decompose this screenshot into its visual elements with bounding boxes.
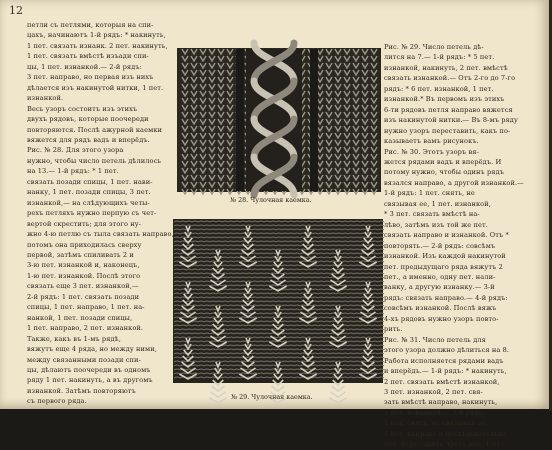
text-line: вяжется для рядъ вадъ и вперёдъ. [27,135,150,144]
figure-29-caption: № 29. Чулочная каемка. [231,393,313,401]
text-line: этого узора должно дѣлиться на 8. [384,346,510,355]
text-line: рядъ: связать направо.— 4-й рядъ: [384,293,508,302]
text-line: Рис. № 29. Число петель дѣ- [384,43,484,51]
figure-28-caption: № 28. Чулочная каемка. [230,196,312,204]
text-line: 4-хъ рядовъ нужно узоръ повто- [384,314,499,323]
text-line: между связанными позади спи- [27,355,141,364]
text-line: съ первого ряда. [27,397,87,406]
text-line: связать изнанкой.— Отъ 2-го до 7-го [384,74,516,83]
text-line: повторять.— 2-й рядъ: совсѣмъ [384,241,496,250]
text-line: двухъ рядовъ, которые поочереди [27,115,149,124]
cable-knit-pattern-image [178,49,380,191]
text-line: пет., а именно, одну пет. нали- [384,272,496,281]
text-line: * 3 пет. связать вмѣстѣ на- [384,210,480,219]
text-line: 3 пет. направо, но первая изъ нихъ [27,73,154,82]
text-line: потому нужно, чтобы одинъ рядъ [384,168,505,177]
text-line: цы, дѣлаютъ поочереди въ одномъ [27,365,151,374]
text-line: пет. предыдущаго ряда вяжутъ 2 [384,262,503,271]
text-line: петли съ петлями, которыя на спи- [27,21,154,29]
text-line: вязался направо, а другой изнанкой.— [384,178,524,187]
text-line: ванку, а другую изнанку.— 3-й [384,283,495,292]
text-line: Рис. № 28. Для этого узора [27,146,124,155]
text-line: Также, какъ въ 1-мъ рядѣ, [27,334,121,343]
text-line: изнанкой. Изъ каждой накинутой [384,252,506,261]
text-line: связать направо и изнанкой. Отъ * [384,231,509,240]
text-line: цахъ, начинаютъ 1-й рядъ: * накинуть, [27,31,166,40]
figure-28-knit-sample [177,48,381,192]
text-line: изнанкой. [27,94,64,103]
text-line: лится на 7.— 1-й рядъ: * 5 пет. [384,53,495,62]
text-line: 1 пет. связать вмѣстѣ изъади спи- [27,52,149,61]
text-line: 2 пет. связать вмѣстѣ изнанкой, [384,377,500,386]
text-line: Рис. № 30. Этотъ узоръ вя- [384,147,479,156]
left-text-column [27,20,174,407]
text-line: первой, затѣмъ спиливать 2 и [27,250,134,259]
text-line: и вперёдъ.— 1-й рядъ: * накинуть, [384,367,507,376]
text-line: зать вмѣстѣ направо, накинуть, [384,398,498,407]
text-line: 1 пет. направо, 2 пет. изнанкой. [27,324,144,333]
text-line: 1 пет. направо и послѣдовательно [384,429,507,438]
text-line: вертой скрестить; для этого ну- [27,219,142,228]
text-line: изъ накинутой нитки.— Въ 8-мъ ряду [384,116,518,125]
text-line: Работа исполняется рядами вадъ [384,356,504,365]
text-line: 3-ю пет. изнанкой и, наконецъ, [27,261,140,270]
text-line: рить. [384,325,403,334]
text-line: казываетъ вамъ рисунокъ. [384,137,479,146]
text-line: 1-ю пет. изнанкой. Послѣ этого [27,271,141,280]
text-line: изнанкой,— на слѣдующихъ четы- [27,198,150,207]
text-line: изнанкой. Затѣмъ повторяютъ [27,386,136,395]
text-line: совсѣмъ изнанкой. Послѣ вяжъ [384,304,497,313]
text-line: жется рядами вадъ и вперёдъ. И [384,157,502,166]
right-text-column [384,42,524,450]
text-line: 1-й рядъ: 1 пет. снять, не [384,189,475,198]
text-line: дѣлается изъ накинутой нитки, 1 пет. [27,83,164,92]
text-line: изнанкой, накинуть, 2 пет. вмѣстѣ [384,63,508,72]
text-line: связать позади спицы, 1 пет. нави- [27,177,153,186]
text-line: 3 пет. изнанкой, 2 пет. свя- [384,387,483,396]
text-line: связать еще 3 пет. изнанкой,— [27,282,139,291]
text-line: вяжутъ еще 4 ряда, но между ними, [27,345,157,354]
text-line: пет. перетащить чрезъ нее, 1 пет. [384,440,507,449]
text-line: 1 пет. изнанкой.— 2-й рядъ: [384,408,485,417]
text-line: ряду 1 пет. накинуть, а въ другомъ [27,376,153,385]
text-line: потомъ она приходилась сверху [27,240,142,249]
text-line: повторяются. Послѣ ажурной каемки [27,125,163,134]
text-line: 6-ти рядовъ петля направо вяжется [384,105,513,114]
figure-29-knit-sample [173,219,383,383]
text-line: изнанкой.* Въ первомъ изъ этихъ [384,95,505,104]
text-line: нанку, 1 пет. позади спицы, 3 пет. [27,188,151,197]
text-line: жно 4-ю петлю съ тыла связать направо, [27,230,174,239]
text-line: связывая ее, 1 пет. изнанкой, [384,199,491,208]
text-line: 2-й рядъ: 1 пет. связать позади [27,292,140,301]
text-line: рехъ петляхъ нужно перпую съ чет- [27,209,157,218]
lace-knit-pattern-image [174,220,382,382]
text-line: лѣво, затѣмъ изъ той же пет. [384,220,488,229]
text-line: нужно, чтобы число петель дѣлилось [27,156,162,165]
text-line: 1 пет. связать изнанк. 2 пет. накинуть, [27,41,168,50]
text-line: нанкой, 1 пет. позади спицы, [27,313,133,322]
text-line: спицы, 1 пет. направо, 1 пет. на- [27,303,145,312]
text-line: Весь узоръ состоитъ изъ этихъ [27,104,138,113]
text-line: цы, 1 пет. изнанкой.— 2-й рядъ: [27,62,142,71]
text-line: 1 пет. снять, не связывая ее, [384,419,488,428]
page-number: 12 [9,4,23,17]
text-line: нужно узоръ переставить, какъ по- [384,126,511,135]
text-line: Рис. № 31. Число петель для [384,335,486,344]
text-line: на 13.— 1-й рядъ: * 1 пет. [27,167,119,176]
text-line: рядъ: * 6 пет. изнанкой, 1 пет. [384,84,494,93]
